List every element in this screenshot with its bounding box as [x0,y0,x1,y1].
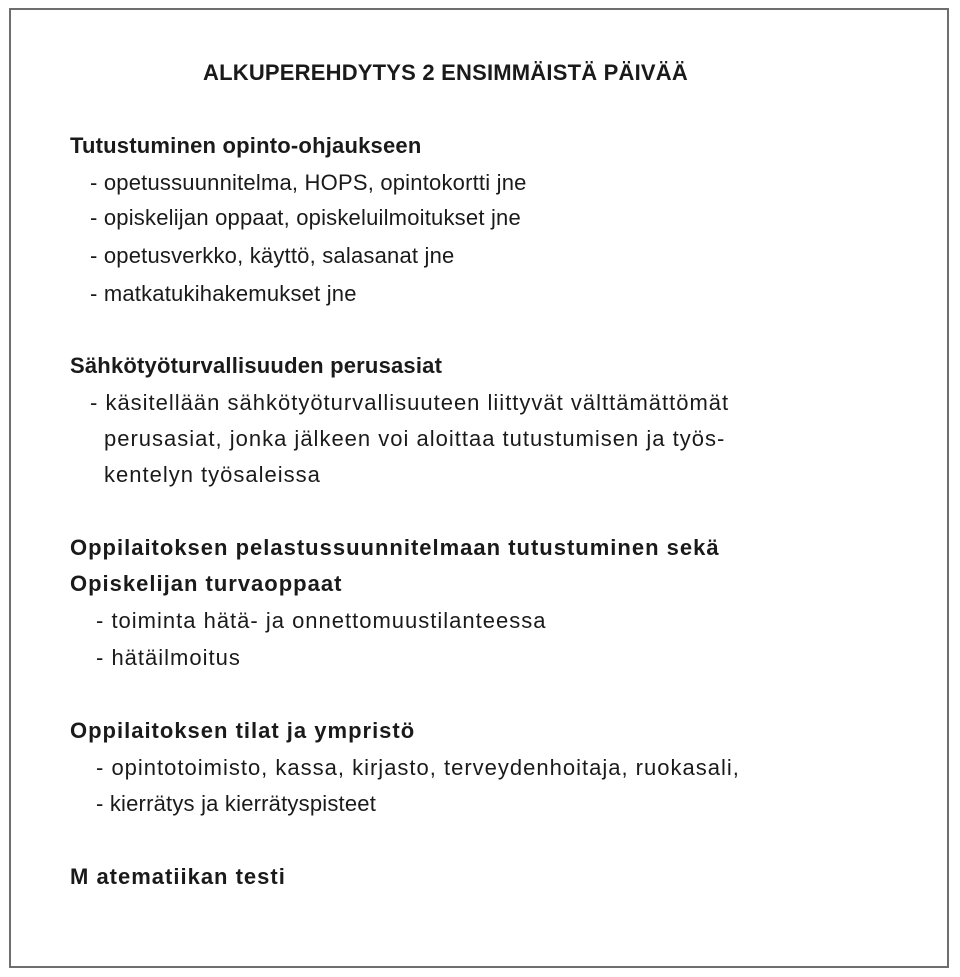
list-item: kentelyn työsaleissa [104,462,321,487]
section-heading-sahkotyoturvallisuus: Sähkötyöturvallisuuden perusasiat [70,353,443,378]
list-item: - opiskelijan oppaat, opiskeluilmoitukset jne [90,205,521,230]
list-item: - toiminta hätä- ja onnettomuustilanteessa [96,608,547,633]
section-heading-pelastussuunnitelma: Oppilaitoksen pelastussuunnitelmaan tutustuminen sekä [70,535,720,560]
list-item: - opetusverkko, käyttö, salasanat jne [90,243,455,268]
list-item: - matkatukihakemukset jne [90,281,357,306]
list-item: - hätäilmoitus [96,645,241,670]
section-subheading-turvaoppaat: Opiskelijan turvaoppaat [70,571,343,596]
list-item: perusasiat, jonka jälkeen voi aloittaa tutustumisen ja työs- [104,426,726,451]
list-item: - opintotoimisto, kassa, kirjasto, terveydenhoitaja, ruokasali, [96,755,740,780]
list-item: - opetussuunnitelma, HOPS, opintokortti jne [90,170,527,195]
list-item: - käsitellään sähkötyöturvallisuuteen liittyvät välttämättömät [90,390,730,415]
section-heading-tilat: Oppilaitoksen tilat ja ympristö [70,718,416,743]
list-item: - kierrätys ja kierrätyspisteet [96,791,377,816]
section-heading-opinto-ohjaus: Tutustuminen opinto-ohjaukseen [70,133,422,158]
section-heading-matematiikka: M atematiikan testi [70,864,286,889]
document-title: ALKUPEREHDYTYS 2 ENSIMMÄISTÄ PÄIVÄÄ [203,60,688,85]
